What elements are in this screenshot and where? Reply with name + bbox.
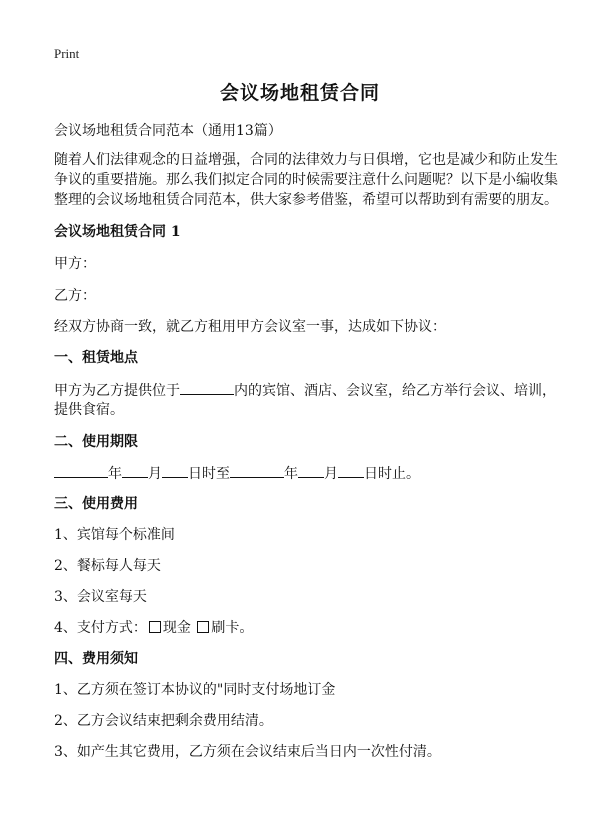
section-1-heading: 一、租赁地点 xyxy=(54,350,138,366)
fee-item-2: 2、餐标每人每天 xyxy=(54,558,161,574)
section-4-heading: 四、费用须知 xyxy=(54,651,138,667)
end-month-blank xyxy=(298,463,324,478)
cash-label: 现金 xyxy=(162,620,191,636)
cash-checkbox xyxy=(149,621,161,633)
from-label: 日时至 xyxy=(188,466,230,482)
card-label: 刷卡。 xyxy=(211,620,254,636)
section-2-heading: 二、使用期限 xyxy=(54,434,138,450)
card-checkbox xyxy=(197,621,209,633)
end-label: 日时止。 xyxy=(364,466,420,482)
section-1-text-line-1 xyxy=(54,380,554,401)
section-1-text-line-2: 提供食宿。 xyxy=(54,402,124,418)
contract-heading: 会议场地租赁合同 1 xyxy=(54,224,181,240)
start-year-blank xyxy=(54,463,108,478)
payment-method-label: 4、支付方式： xyxy=(54,620,147,636)
intro-line-2: 争议的重要措施。那么我们拟定合同的时候需要注意什么问题呢？以下是小编收集 xyxy=(54,172,558,188)
fee-item-4 xyxy=(54,618,554,638)
end-day-blank xyxy=(338,463,364,478)
period-line xyxy=(54,463,554,484)
start-day-blank xyxy=(162,463,188,478)
end-year-blank xyxy=(230,463,284,478)
print-link[interactable]: Print xyxy=(54,46,80,61)
notice-item-1: 1、乙方须在签订本协议的"同时支付场地订金 xyxy=(54,682,336,698)
location-suffix: 内的宾馆、酒店、会议室，给乙方举行会议、培训， xyxy=(234,383,556,399)
document-subtitle: 会议场地租赁合同范本（通用13篇） xyxy=(54,123,282,139)
notice-item-2: 2、乙方会议结束把剩余费用结清。 xyxy=(54,713,273,729)
party-a-line: 甲方： xyxy=(54,256,96,272)
month-label-1: 月 xyxy=(148,466,162,482)
year-label-2: 年 xyxy=(284,466,298,482)
fee-item-1: 1、宾馆每个标准间 xyxy=(54,527,175,543)
location-blank xyxy=(180,380,234,395)
location-prefix: 甲方为乙方提供位于 xyxy=(54,383,180,399)
party-b-line: 乙方： xyxy=(54,288,96,304)
fee-item-3: 3、会议室每天 xyxy=(54,589,147,605)
notice-item-3: 3、如产生其它费用，乙方须在会议结束后当日内一次性付清。 xyxy=(54,744,441,760)
intro-line-1: 随着人们法律观念的日益增强，合同的法律效力与日俱增，它也是减少和防止发生 xyxy=(54,152,558,168)
section-3-heading: 三、使用费用 xyxy=(54,496,138,512)
month-label-2: 月 xyxy=(324,466,338,482)
intro-line-3: 整理的会议场地租赁合同范本，供大家参考借鉴，希望可以帮助到有需要的朋友。 xyxy=(54,192,558,208)
start-month-blank xyxy=(122,463,148,478)
document-title: 会议场地租赁合同 xyxy=(219,82,380,104)
year-label-1: 年 xyxy=(108,466,122,482)
agreement-text: 经双方协商一致，就乙方租用甲方会议室一事，达成如下协议： xyxy=(54,319,446,335)
